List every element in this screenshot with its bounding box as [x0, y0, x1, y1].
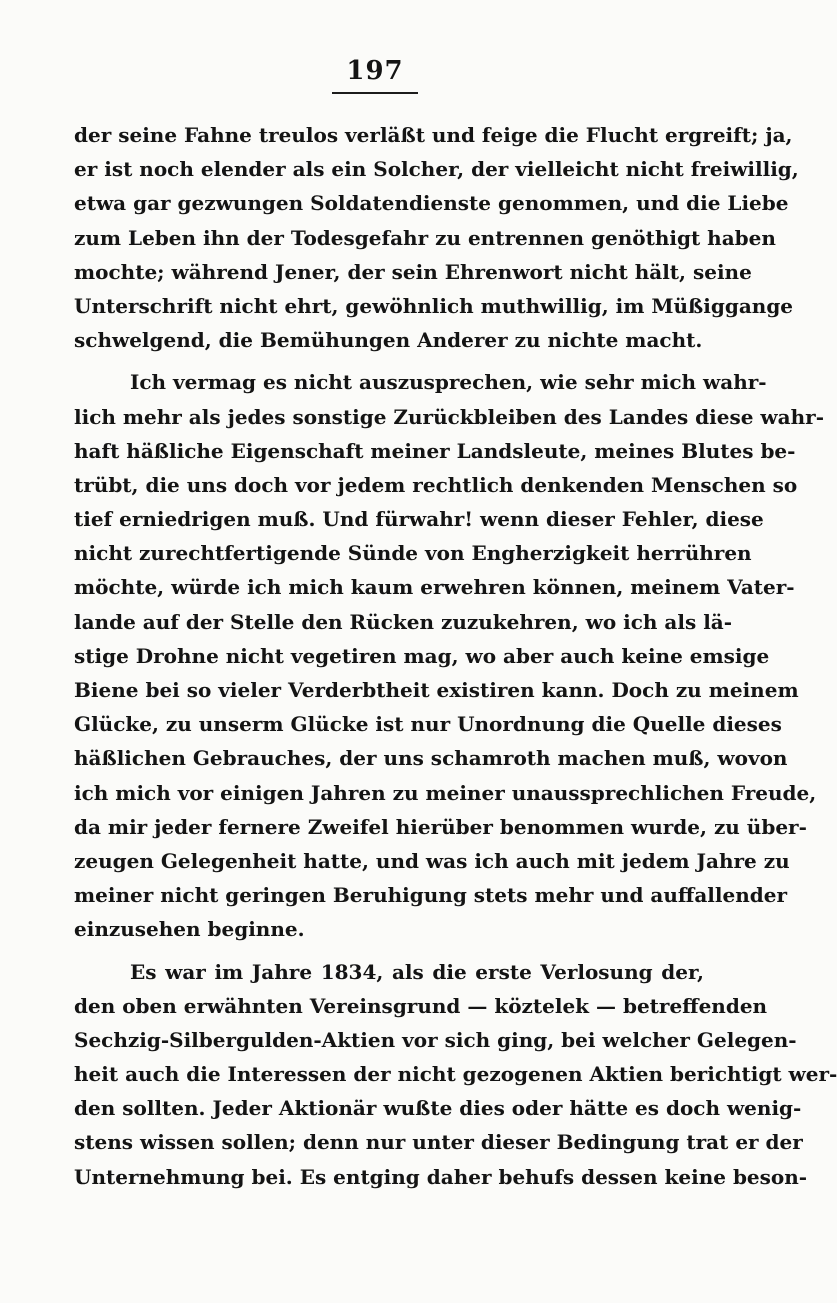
text-line: der seine Fahne treulos verläßt und feige die Flucht ergreift; ja, [74, 123, 793, 147]
text-line: lich mehr als jedes sonstige Zurückbleiben des Landes diese wahr- [74, 404, 824, 429]
text-line: schwelgend, die Bemühungen Anderer zu nichte macht. [74, 328, 703, 353]
paragraph-gap [74, 947, 704, 955]
body-text [74, 118, 837, 1194]
text-line: trübt, die uns doch vor jedem rechtlich denkenden Menschen so [74, 472, 798, 497]
text-line: meiner nicht geringen Beruhigung stets mehr und auffallender [74, 883, 787, 908]
paragraph [74, 955, 837, 1194]
text-line: Unterschrift nicht ehrt, gewöhnlich muthwillig, im Müßiggange [74, 293, 794, 318]
text-line: nicht zurechtfertigende Sünde von Engherzigkeit herrühren [74, 541, 752, 566]
text-line: zum Leben ihn der Todesgefahr zu entrennen genöthigt haben [74, 225, 776, 250]
text-line: da mir jeder fernere Zweifel hierüber benommen wurde, zu über- [74, 814, 807, 839]
text-line: Unternehmung bei. Es entging daher behufs dessen keine beson- [74, 1164, 808, 1189]
paragraph [74, 118, 799, 357]
text-line: heit auch die Interessen der nicht gezogenen Aktien berichtigt wer- [74, 1062, 837, 1087]
text-line: lande auf der Stelle den Rücken zuzukehren, wo ich als lä- [74, 609, 733, 634]
text-line: den sollten. Jeder Aktionär wußte dies oder hätte es doch wenig- [74, 1096, 802, 1121]
text-line: einzusehen beginne. [74, 917, 305, 942]
text-line: haft häßliche Eigenschaft meiner Landsleute, meines Blutes be- [74, 438, 796, 463]
text-line: den oben erwähnten Vereinsgrund — köztelek — betreffenden [74, 993, 768, 1018]
text-line: Sechzig-Silbergulden-Aktien vor sich ging, bei welcher Gelegen- [74, 1027, 797, 1052]
text-line: er ist noch elender als ein Solcher, der vielleicht nicht freiwillig, [74, 157, 799, 182]
text-line: stige Drohne nicht vegetiren mag, wo aber auch keine emsige [74, 643, 770, 668]
page-number: 197 [346, 56, 404, 86]
text-line: möchte, würde ich mich kaum erwehren können, meinem Vater- [74, 575, 795, 600]
text-line: stens wissen sollen; denn nur unter dieser Bedingung trat er der [74, 1130, 803, 1155]
text-line: ich mich vor einigen Jahren zu meiner unaussprechlichen Freude, [74, 780, 817, 805]
text-line: Biene bei so vieler Verderbtheit existiren kann. Doch zu meinem [74, 678, 799, 702]
text-line: tief erniedrigen muß. Und fürwahr! wenn dieser Fehler, diese [74, 507, 764, 532]
paragraph [74, 365, 824, 946]
text-line: mochte; während Jener, der sein Ehrenwort nicht hält, seine [74, 259, 752, 284]
text-line: Es war im Jahre 1834, als die erste Verlosung der, [130, 959, 704, 984]
text-line: Ich vermag es nicht auszusprechen, wie sehr mich wahr- [130, 370, 767, 395]
text-line: häßlichen Gebrauches, der uns schamroth machen muß, wovon [74, 746, 788, 771]
text-line: etwa gar gezwungen Soldatendienste genommen, und die Liebe [74, 191, 789, 216]
paragraph-gap [74, 357, 704, 365]
text-line: zeugen Gelegenheit hatte, und was ich auch mit jedem Jahre zu [74, 848, 790, 873]
header-rule [332, 92, 418, 94]
text-line: Glücke, zu unserm Glücke ist nur Unordnung die Quelle dieses [74, 712, 782, 737]
